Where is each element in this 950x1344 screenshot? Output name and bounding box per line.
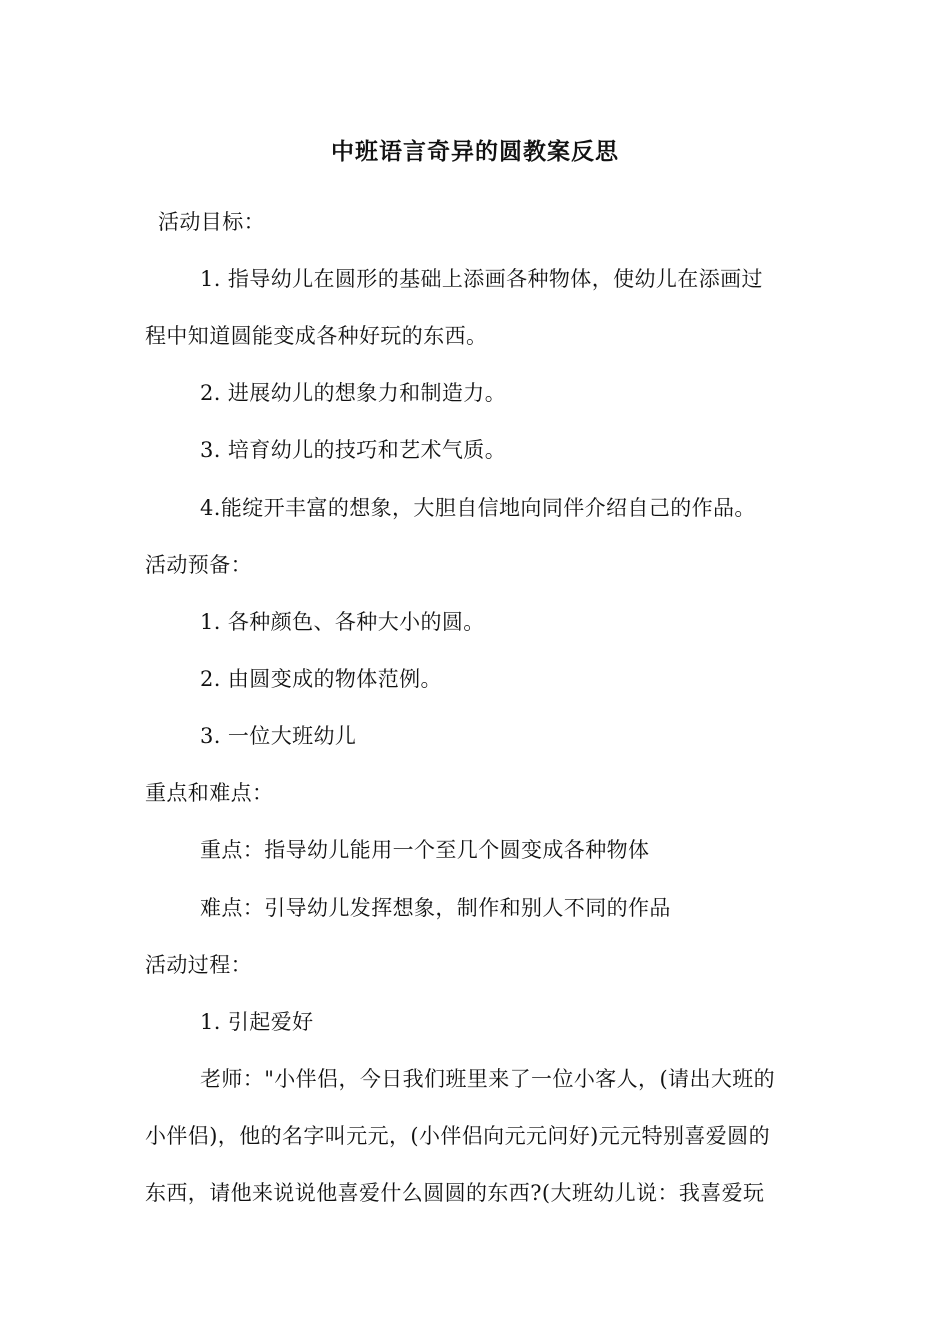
preparation-item-1: 1. 各种颜色、各种大小的圆。	[200, 610, 485, 634]
process-step-1: 1. 引起爱好	[200, 1010, 314, 1034]
goal-item-1-continued: 程中知道圆能变成各种好玩的东西。	[145, 324, 488, 348]
section-heading-key-points: 重点和难点：	[145, 781, 274, 805]
section-heading-preparation: 活动预备：	[145, 553, 252, 577]
section-heading-goals: 活动目标：	[158, 210, 265, 234]
goal-item-4: 4.能绽开丰富的想象，大胆自信地向同伴介绍自己的作品。	[200, 496, 756, 520]
goal-item-1: 1. 指导幼儿在圆形的基础上添画各种物体，使幼儿在添画过	[200, 267, 763, 291]
document-title: 中班语言奇异的圆教案反思	[331, 138, 619, 165]
difficult-point: 难点：引导幼儿发挥想象，制作和别人不同的作品	[200, 896, 671, 920]
goal-item-3: 3. 培育幼儿的技巧和艺术气质。	[200, 438, 507, 462]
preparation-item-2: 2. 由圆变成的物体范例。	[200, 667, 442, 691]
teacher-dialogue-line-2: 小伴侣)，他的名字叫元元，(小伴侣向元元问好)元元特别喜爱圆的	[145, 1124, 770, 1148]
section-heading-process: 活动过程：	[145, 953, 252, 977]
preparation-item-3: 3. 一位大班幼儿	[200, 724, 357, 748]
teacher-dialogue-line-1: 老师："小伴侣，今日我们班里来了一位小客人，(请出大班的	[200, 1067, 776, 1091]
teacher-dialogue-line-3: 东西，请他来说说他喜爱什么圆圆的东西?(大班幼儿说：我喜爱玩	[145, 1181, 765, 1205]
key-point: 重点：指导幼儿能用一个至几个圆变成各种物体	[200, 838, 650, 862]
goal-item-2: 2. 进展幼儿的想象力和制造力。	[200, 381, 507, 405]
